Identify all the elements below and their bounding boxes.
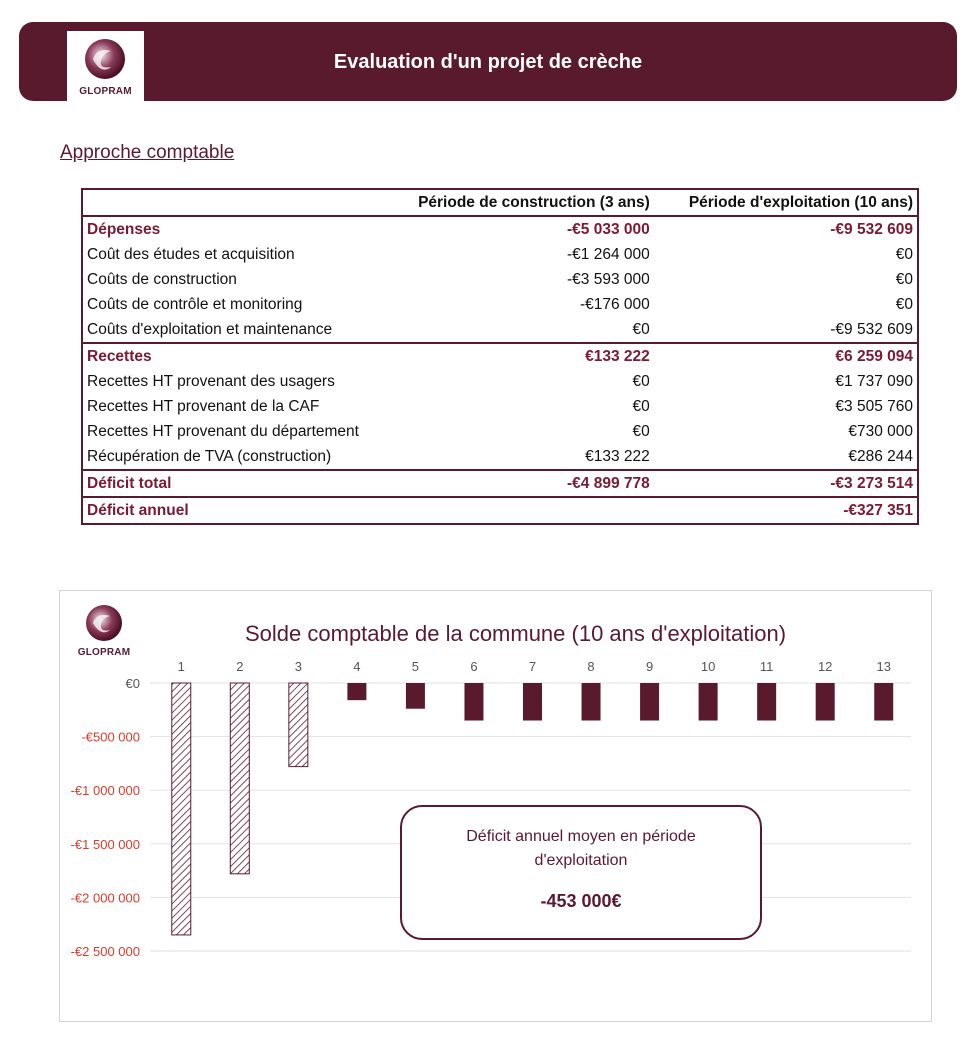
table-row — [82, 497, 918, 524]
x-tick-label: 12 — [817, 659, 833, 674]
cell-construction: €0 — [632, 321, 650, 338]
row-label: Dépenses — [82, 216, 390, 242]
row-label: Recettes HT provenant des usagers — [87, 373, 335, 390]
table-row — [82, 369, 918, 394]
column-header-exploitation: Période d'exploitation (10 ans) — [688, 194, 913, 211]
x-tick-label: 7 — [528, 659, 537, 674]
bar-8 — [582, 683, 601, 721]
header-banner — [19, 22, 957, 101]
row-label: Coûts d'exploitation et maintenance — [87, 321, 333, 338]
bar-4 — [347, 683, 366, 700]
row-label: Coût des études et acquisition — [87, 246, 295, 263]
x-tick-label: 6 — [470, 659, 478, 674]
bar-2 — [230, 683, 249, 874]
logo-text: GLOPRAM — [79, 86, 132, 97]
cell-exploitation: €0 — [895, 246, 913, 263]
callout-text: Déficit annuel moyen en période d'exploitation — [466, 828, 696, 869]
table-header-row — [82, 189, 918, 216]
x-tick-label: 8 — [587, 659, 595, 674]
row-label: Coûts de contrôle et monitoring — [87, 296, 303, 313]
bar-1 — [172, 683, 191, 935]
x-tick-label: 5 — [411, 659, 420, 674]
bar-13 — [874, 683, 893, 721]
cell-construction: €133 222 — [390, 343, 653, 369]
bar-7 — [523, 683, 542, 721]
cell-construction — [390, 497, 653, 524]
chart-title: Solde comptable de la commune (10 ans d'exploitation) — [245, 621, 787, 646]
bar-3 — [289, 683, 308, 767]
cell-construction: €0 — [632, 423, 650, 440]
table-row — [82, 317, 918, 343]
cell-exploitation: -€327 351 — [654, 497, 918, 524]
cell-exploitation: €286 244 — [848, 448, 913, 465]
table-row — [82, 444, 918, 470]
cell-construction: -€5 033 000 — [390, 216, 653, 242]
bar-10 — [699, 683, 718, 721]
table-row — [82, 292, 918, 317]
y-tick-label: -€500 000 — [81, 729, 140, 745]
cell-exploitation: €0 — [895, 271, 913, 288]
cell-exploitation: -€9 532 609 — [830, 321, 913, 338]
callout-box — [400, 805, 762, 940]
y-tick-label: -€1 000 000 — [70, 783, 140, 799]
chart-panel — [59, 590, 932, 1022]
page-title: Evaluation d'un projet de crèche — [333, 51, 643, 73]
x-tick-label: 4 — [353, 659, 361, 674]
accounting-table — [81, 188, 919, 525]
cell-construction: -€3 593 000 — [567, 271, 650, 288]
cell-exploitation: -€3 273 514 — [654, 470, 918, 497]
bar-6 — [464, 683, 483, 721]
cell-exploitation: €3 505 760 — [835, 398, 913, 415]
logo-swirl-icon — [74, 599, 134, 647]
bar-5 — [406, 683, 425, 709]
cell-construction: -€1 264 000 — [567, 246, 650, 263]
section-title: Approche comptable — [60, 142, 235, 163]
bar-11 — [757, 683, 776, 721]
x-tick-label: 13 — [876, 659, 891, 674]
cell-exploitation: €1 737 090 — [835, 373, 913, 390]
table-row — [82, 394, 918, 419]
row-label: Récupération de TVA (construction) — [87, 448, 332, 465]
column-header-label — [82, 189, 390, 216]
row-label: Recettes HT provenant de la CAF — [87, 398, 320, 415]
y-tick-label: -€2 500 000 — [70, 944, 140, 959]
row-label: Déficit total — [82, 470, 390, 497]
row-label: Recettes — [82, 343, 390, 369]
table-body — [82, 216, 918, 524]
cell-construction: €0 — [632, 373, 650, 390]
cell-construction: €0 — [632, 398, 650, 415]
column-header-construction: Période de construction (3 ans) — [418, 194, 650, 211]
cell-construction: -€4 899 778 — [390, 470, 653, 497]
table-row — [82, 343, 918, 369]
table-row — [82, 216, 918, 242]
table-row — [82, 267, 918, 292]
x-tick-label: 10 — [700, 659, 716, 674]
table-row — [82, 470, 918, 497]
y-tick-label: -€1 500 000 — [70, 836, 140, 852]
cell-exploitation: €0 — [895, 296, 913, 313]
table-row — [82, 242, 918, 267]
chart-logo-text: GLOPRAM — [77, 647, 131, 658]
table-row — [82, 419, 918, 444]
cell-exploitation: -€9 532 609 — [654, 216, 918, 242]
row-label: Déficit annuel — [82, 497, 390, 524]
cell-exploitation: €6 259 094 — [654, 343, 918, 369]
cell-exploitation: €730 000 — [848, 423, 913, 440]
y-tick-label: €0 — [125, 676, 140, 691]
x-tick-label: 11 — [759, 659, 774, 674]
cell-construction: €133 222 — [585, 448, 650, 465]
chart-logo — [74, 599, 134, 661]
x-tick-label: 2 — [236, 659, 244, 674]
bar-12 — [816, 683, 835, 721]
y-tick-label: -€2 000 000 — [70, 890, 140, 906]
callout-value: -453 000€ — [540, 891, 622, 911]
cell-construction: -€176 000 — [579, 296, 650, 313]
x-tick-label: 9 — [645, 659, 654, 674]
x-tick-label: 3 — [294, 659, 302, 674]
bar-9 — [640, 683, 659, 721]
row-label: Recettes HT provenant du département — [87, 423, 359, 440]
row-label: Coûts de construction — [87, 271, 237, 288]
x-tick-label: 1 — [177, 659, 185, 674]
